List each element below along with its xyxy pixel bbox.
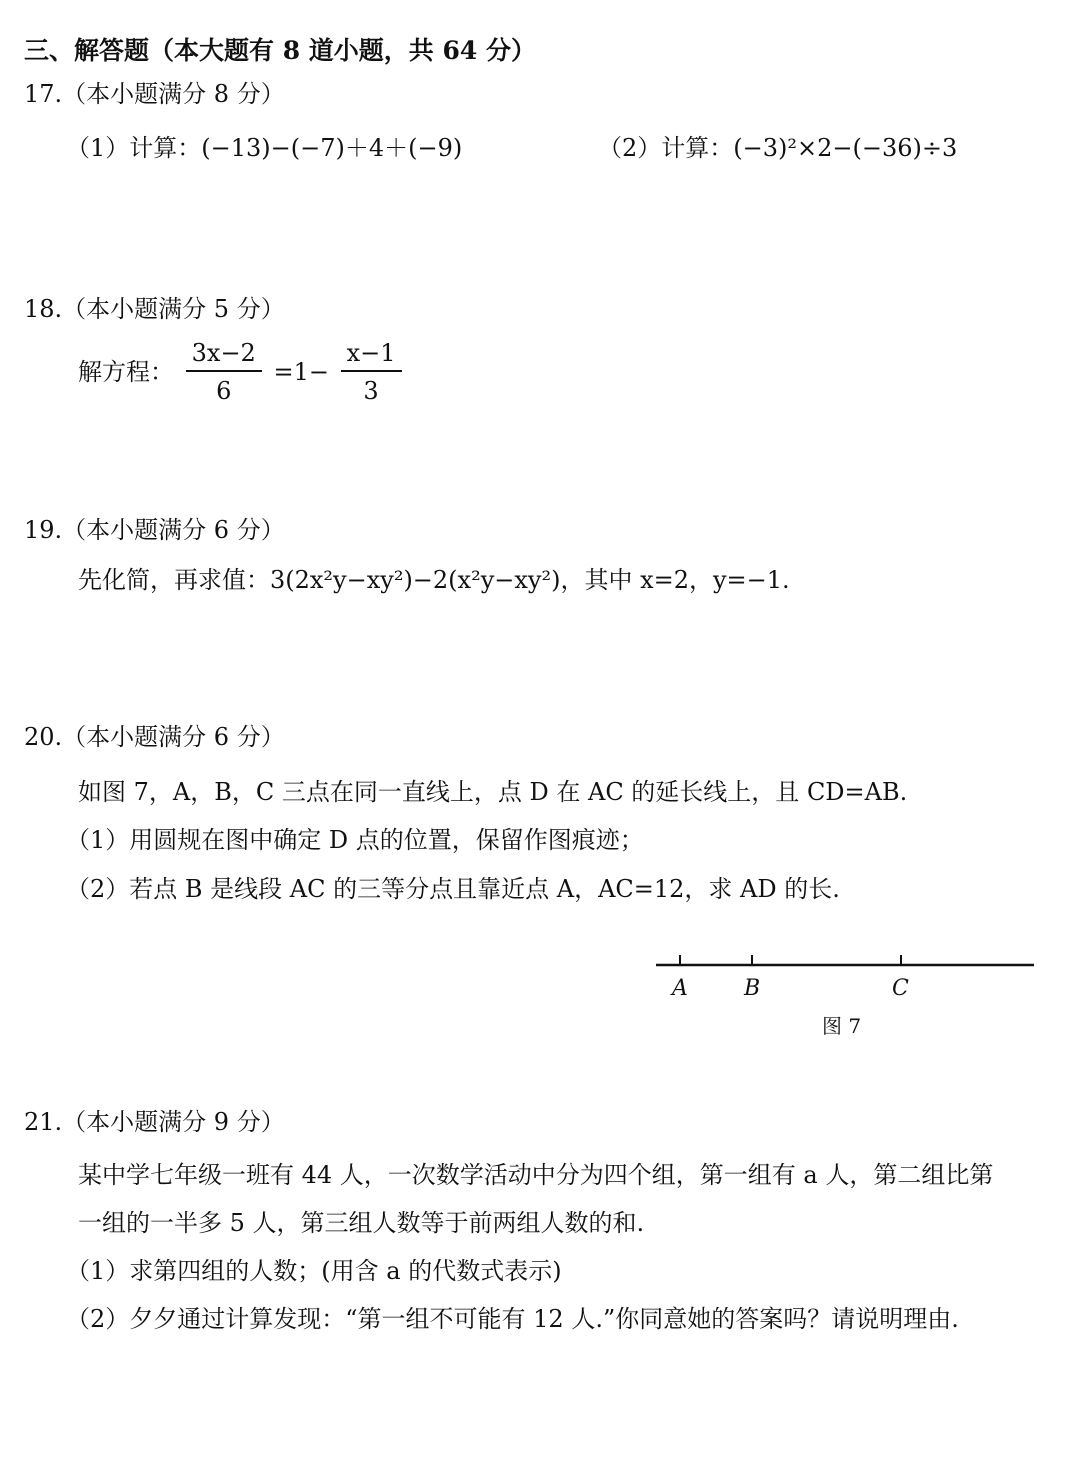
q19-body: 先化简，再求值：3(2x²y−xy²)−2(x²y−xy²)，其中 x=2，y=−1. [78,566,790,594]
q17-part1: （1）计算：(−13)−(−7)＋4＋(−9) [66,134,463,162]
point-b-label: B [744,976,761,1001]
q20-part2: （2）若点 B 是线段 AC 的三等分点且靠近点 A，AC=12，求 AD 的长. [66,875,840,903]
q18-lhs-fraction [186,340,262,405]
q19-header: 19.（本小题满分 6 分） [24,516,285,544]
q21-stem-line2: 一组的一半多 5 人，第三组人数等于前两组人数的和. [78,1209,645,1237]
q17-header: 17.（本小题满分 8 分） [24,80,285,108]
point-a-label: A [672,976,688,1001]
q21-stem-line1: 某中学七年级一班有 44 人，一次数学活动中分为四个组，第一组有 a 人，第二组比第 [78,1161,994,1189]
q18-rhs-denominator: 3 [363,377,379,406]
q18-header: 18.（本小题满分 5 分） [24,295,285,323]
q20-stem: 如图 7，A，B，C 三点在同一直线上，点 D 在 AC 的延长线上，且 CD=AB. [78,778,908,806]
q21-header: 21.（本小题满分 9 分） [24,1108,285,1136]
q18-equation [78,340,406,405]
q18-lhs-numerator: 3x−2 [186,340,262,372]
q17-part2: （2）计算：(−3)²×2−(−36)÷3 [598,134,958,162]
point-c-label: C [892,976,909,1001]
q20-header: 20.（本小题满分 6 分） [24,723,285,751]
q21-part2: （2）夕夕通过计算发现：“第一组不可能有 12 人.”你同意她的答案吗？请说明理由. [66,1305,959,1333]
q21-part1: （1）求第四组的人数；(用含 a 的代数式表示) [66,1257,562,1285]
q18-lhs-denominator: 6 [216,377,232,406]
q18-equals: =1− [273,358,329,387]
q18-rhs-numerator: x−1 [341,340,402,372]
section-title: 三、解答题（本大题有 8 道小题，共 64 分） [24,36,537,65]
q20-part1: （1）用圆规在图中确定 D 点的位置，保留作图痕迹； [66,826,644,854]
q18-rhs-fraction [341,340,402,405]
q18-label: 解方程： [78,358,174,387]
figure-7-caption: 图 7 [822,1014,862,1038]
figure-7 [650,945,1040,1045]
